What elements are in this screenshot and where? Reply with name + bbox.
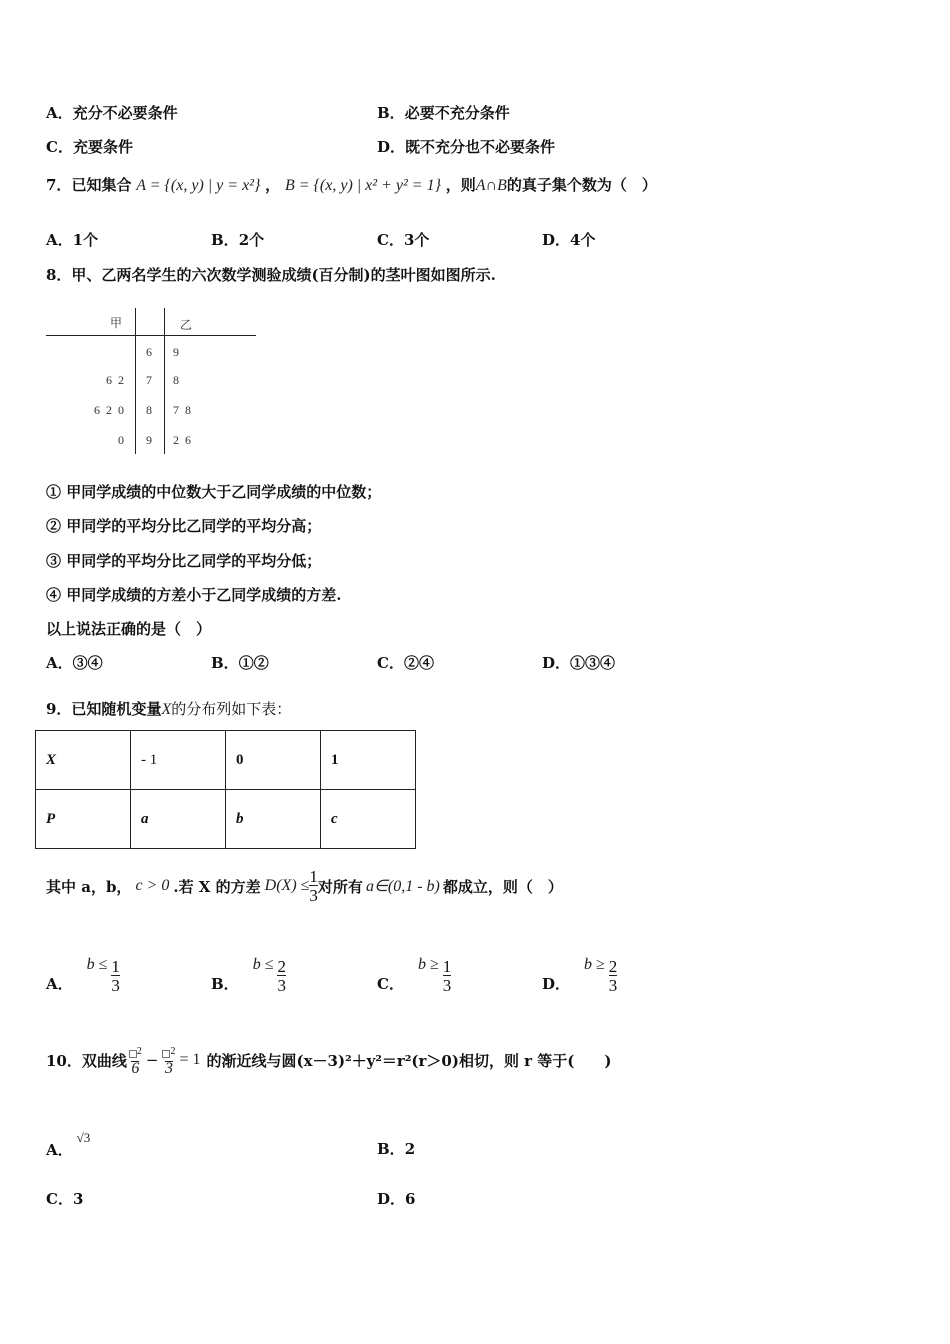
- stem-leaf-stem: 7: [146, 373, 152, 387]
- stem-leaf-header-left: 甲: [110, 316, 123, 330]
- stem-leaf-left-leaves: 0: [118, 433, 124, 447]
- q9-condition: 其中 a，b， c > 0 .若 X 的方差 D(X) ≤ $\frac{1}{3}$ 对所有 a∈(0,1 - b) 都成立，则（ ）: [46, 867, 563, 905]
- q7-set-a: A = {(x, y) | y = x²}: [136, 177, 261, 194]
- stem-leaf-right-leaves: 9: [173, 345, 179, 359]
- q8-stem: 8．甲、乙两名学生的六次数学测验成绩(百分制)的茎叶图如图所示.: [46, 266, 496, 284]
- q8-statement: ③ 甲同学的平均分比乙同学的平均分低；: [46, 552, 322, 570]
- q8-question: 以上说法正确的是（ ）: [46, 620, 212, 638]
- q9-cond-math: c > 0: [135, 877, 170, 894]
- table-cell: b: [226, 790, 321, 849]
- stem-leaf-divider-right: [164, 308, 165, 454]
- q9-option-c: C． b ≥ $\frac{1}{3}$: [377, 956, 452, 995]
- q7-option-a: A．1个: [46, 231, 99, 249]
- q10-stem: 10． 双曲线 $\frac{^2}{6}$ − $\frac{^2}{3}$ = 1 的渐近线与圆(x－3)²＋y²＝r²(r＞0)相切，则 r 等于( ): [46, 1045, 612, 1078]
- q9-var: X: [161, 701, 172, 718]
- q9-option-a: A． b ≤ $\frac{1}{3}$: [46, 956, 120, 995]
- q10-option-c: C．3: [46, 1190, 84, 1208]
- q6-option-b: B．必要不充分条件: [377, 104, 510, 122]
- stem-leaf-right-leaves: 2 6: [173, 433, 191, 447]
- table-row: [36, 790, 416, 849]
- q8-statement: ② 甲同学的平均分比乙同学的平均分高；: [46, 517, 322, 535]
- stem-leaf-divider-left: [135, 308, 136, 454]
- q7-expr: A∩B: [475, 177, 507, 194]
- table-cell: X: [36, 731, 131, 790]
- q9-option-d: D． b ≥ $\frac{2}{3}$: [542, 956, 618, 995]
- table-cell: 1: [321, 731, 416, 790]
- q10-option-b: B．2: [377, 1140, 416, 1158]
- stem-leaf-left-leaves: 6 2 0: [94, 403, 124, 417]
- q7-set-b: B = {(x, y) | x² + y² = 1}: [284, 177, 441, 194]
- q6-option-c: C．充要条件: [46, 138, 133, 156]
- hyperbola-rhs: = 1: [179, 1051, 201, 1068]
- distribution-table: [35, 730, 416, 849]
- q6-option-d: D．既不充分也不必要条件: [377, 138, 556, 156]
- stem-leaf-stem: 9: [146, 433, 152, 447]
- table-cell: c: [321, 790, 416, 849]
- q6-option-a: A．充分不必要条件: [46, 104, 178, 122]
- q7-option-c: C．3个: [377, 231, 430, 249]
- q9-range: a∈(0,1 - b): [365, 878, 440, 895]
- q8-statement: ④ 甲同学成绩的方差小于乙同学成绩的方差.: [46, 586, 342, 604]
- table-cell: - 1: [131, 731, 226, 790]
- table-cell: a: [131, 790, 226, 849]
- hyperbola-term-2: $\frac{^2}{3}$: [162, 1046, 175, 1074]
- q7-option-b: B．2个: [211, 231, 265, 249]
- table-cell: 0: [226, 731, 321, 790]
- q8-option-a: A．③④: [46, 654, 103, 672]
- stem-leaf-right-leaves: 7 8: [173, 403, 191, 417]
- stem-leaf-stem: 6: [146, 345, 152, 359]
- q8-option-b: B．①②: [211, 654, 269, 672]
- q9-option-b: B． b ≤ $\frac{2}{3}$: [211, 956, 286, 995]
- q7-stem: 7．已知集合 A = {(x, y) | y = x²} ， B = {(x, y) | x² + y² = 1} ，则A∩B的真子集个数为（ ）: [46, 176, 657, 194]
- q8-option-d: D．①③④: [542, 654, 616, 672]
- table-row: [36, 731, 416, 790]
- q7-option-d: D．4个: [542, 231, 596, 249]
- stem-leaf-stem: 8: [146, 403, 152, 417]
- table-cell: P: [36, 790, 131, 849]
- stem-leaf-left-leaves: 6 2: [106, 373, 124, 387]
- q10-option-d: D．6: [377, 1190, 416, 1208]
- stem-leaf-right-leaves: 8: [173, 373, 179, 387]
- q9-variance: D(X) ≤: [264, 877, 310, 894]
- stem-leaf-header-line: [46, 335, 256, 336]
- q9-stem: 9．已知随机变量X的分布列如下表：: [46, 700, 292, 718]
- q8-statement: ① 甲同学成绩的中位数大于乙同学成绩的中位数；: [46, 483, 382, 501]
- q8-option-c: C．②④: [377, 654, 434, 672]
- stem-leaf-header-right: 乙: [180, 318, 193, 332]
- q10-option-a: A． √3: [46, 1130, 91, 1159]
- hyperbola-term-1: $\frac{^2}{6}$: [129, 1046, 142, 1074]
- q9-variance-frac: $\frac{1}{3}$: [309, 867, 318, 905]
